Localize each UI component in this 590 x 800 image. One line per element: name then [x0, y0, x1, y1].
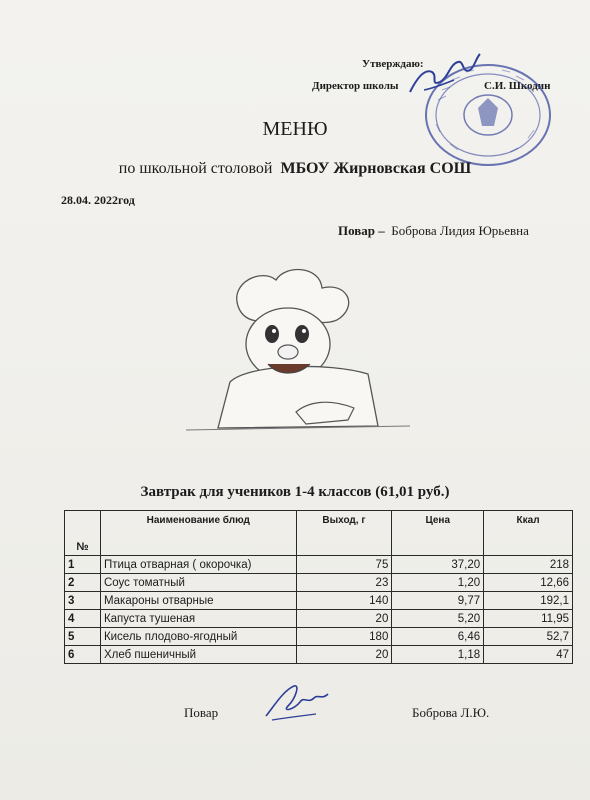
row-kcal: 192,1 — [484, 592, 573, 610]
breakfast-title: Завтрак для учеников 1-4 классов (61,01 руб.) — [140, 484, 450, 500]
row-price: 9,77 — [392, 592, 484, 610]
row-kcal: 52,7 — [484, 628, 573, 646]
footer-cook-label: Повар — [184, 705, 219, 720]
row-weight: 140 — [296, 592, 392, 610]
header-dish: Наименование блюд — [100, 511, 296, 556]
director-label: Директор школы — [312, 80, 399, 92]
menu-table — [64, 510, 573, 664]
row-num: 2 — [65, 574, 101, 592]
cook-line — [338, 223, 529, 239]
row-num: 5 — [65, 628, 101, 646]
table-row — [65, 574, 573, 592]
table-row — [65, 556, 573, 574]
header-num: № — [65, 511, 101, 556]
cook-name: Боброва Лидия Юрьевна — [391, 223, 529, 238]
row-price: 5,20 — [392, 610, 484, 628]
row-price: 1,20 — [392, 574, 484, 592]
round-seal-icon — [418, 60, 558, 170]
header-weight: Выход, г — [296, 511, 392, 556]
row-kcal: 218 — [484, 556, 573, 574]
school-name: МБОУ Жирновская СОШ — [280, 160, 472, 177]
row-kcal: 11,95 — [484, 610, 573, 628]
approve-label: Утверждаю: — [362, 58, 424, 70]
row-dish: Капуста тушеная — [100, 610, 296, 628]
row-weight: 20 — [296, 646, 392, 664]
row-dish: Птица отварная ( окорочка) — [100, 556, 296, 574]
row-price: 37,20 — [392, 556, 484, 574]
director-name: С.И. Шкодин — [484, 80, 551, 92]
row-kcal: 47 — [484, 646, 573, 664]
row-dish: Макароны отварные — [100, 592, 296, 610]
table-row — [65, 646, 573, 664]
row-num: 1 — [65, 556, 101, 574]
header-kcal: Ккал — [484, 511, 573, 556]
table-header-row — [65, 511, 573, 556]
row-price: 6,46 — [392, 628, 484, 646]
menu-subtitle — [0, 160, 590, 178]
table-row — [65, 610, 573, 628]
row-num: 6 — [65, 646, 101, 664]
row-dish: Хлеб пшеничный — [100, 646, 296, 664]
table-row — [65, 628, 573, 646]
row-weight: 20 — [296, 610, 392, 628]
subtitle-prefix: по школьной столовой — [118, 160, 273, 177]
row-weight: 23 — [296, 574, 392, 592]
menu-date: 28.04. 2022год — [61, 193, 135, 207]
row-num: 4 — [65, 610, 101, 628]
row-weight: 75 — [296, 556, 392, 574]
cook-label: Повар – — [338, 223, 385, 238]
cook-signature-icon — [258, 676, 338, 726]
row-dish: Соус томатный — [100, 574, 296, 592]
footer-cook-name: Боброва Л.Ю. — [412, 705, 490, 720]
table-row — [65, 592, 573, 610]
row-kcal: 12,66 — [484, 574, 573, 592]
chef-illustration-icon — [178, 262, 418, 442]
row-dish: Кисель плодово-ягодный — [100, 628, 296, 646]
row-price: 1,18 — [392, 646, 484, 664]
menu-title: МЕНЮ — [262, 118, 328, 140]
row-num: 3 — [65, 592, 101, 610]
header-price: Цена — [392, 511, 484, 556]
row-weight: 180 — [296, 628, 392, 646]
